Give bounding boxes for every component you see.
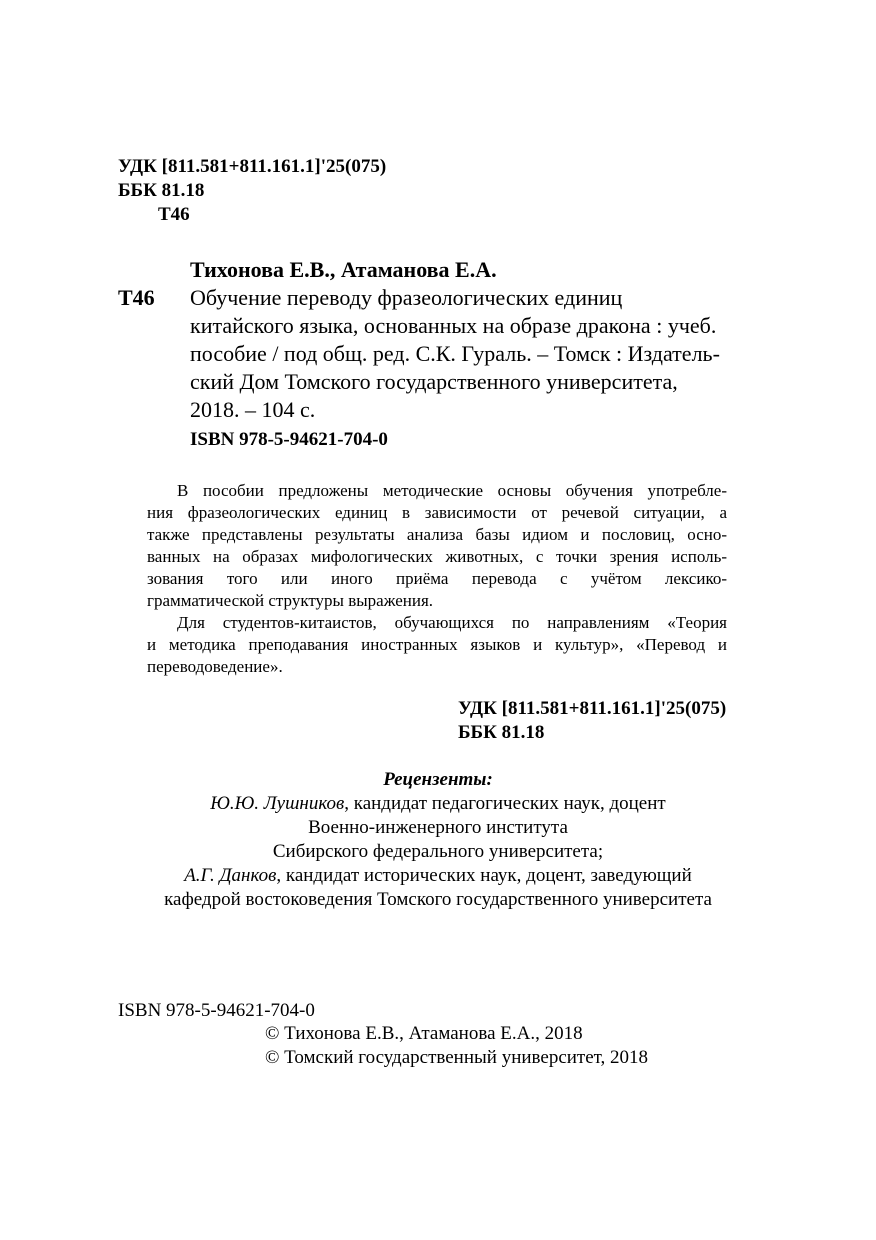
reviewer-2-line1 — [0, 864, 876, 888]
header-bbk: ББК 81.18 — [118, 180, 205, 201]
abstract-line: и методика преподавания иностранных языков и культур», «Перевод и — [147, 635, 727, 654]
classification-udk: УДК [811.581+811.161.1]'25(075) — [458, 698, 727, 719]
reviewer-1-name: Ю.Ю. Лушников — [210, 793, 345, 814]
reviewer-1-title: , кандидат педагогических наук, доцент — [344, 793, 666, 814]
biblio-code: Т46 — [118, 285, 155, 310]
reviewer-1-line3: Сибирского федерального университета; — [272, 841, 604, 862]
classification-bbk: ББК 81.18 — [458, 722, 545, 743]
abstract-line: В пособии предложены методические основы обучения употребле- — [177, 481, 727, 500]
abstract-line: ния фразеологических единиц в зависимости от речевой ситуации, а — [147, 503, 727, 522]
header-code: Т46 — [158, 204, 190, 225]
abstract-line: ванных на образах мифологических животных, с точки зрения исполь- — [147, 547, 727, 566]
abstract-line: зования того или иного приёма перевода с учётом лексико- — [147, 569, 727, 588]
biblio-isbn: ISBN 978-5-94621-704-0 — [190, 429, 388, 450]
reviewer-2-line2: кафедрой востоковедения Томского государственного университета — [164, 889, 712, 910]
abstract-line: также представлены результаты анализа базы идиом и пословиц, осно- — [147, 525, 727, 544]
biblio-line: 2018. – 104 с. — [190, 397, 316, 422]
biblio-line: пособие / под общ. ред. С.К. Гураль. – Томск : Издатель- — [190, 341, 720, 366]
abstract — [147, 480, 727, 678]
footer-copyright-university: © Томский государственный университет, 2018 — [265, 1047, 649, 1068]
footer-copyright-authors: © Тихонова Е.В., Атаманова Е.А., 2018 — [265, 1023, 583, 1044]
biblio-authors: Тихонова Е.В., Атаманова Е.А. — [190, 257, 497, 282]
abstract-line: Для студентов-китаистов, обучающихся по направлениям «Теория — [177, 613, 727, 632]
reviewer-1-line1 — [0, 792, 876, 816]
reviewer-2-title: , кандидат исторических наук, доцент, заведующий — [276, 865, 692, 886]
abstract-line: переводоведение». — [147, 657, 283, 676]
reviewer-1-line2: Военно-инженерного института — [308, 817, 568, 838]
biblio-line: китайского языка, основанных на образе дракона : учеб. — [190, 313, 717, 338]
header-udk: УДК [811.581+811.161.1]'25(075) — [118, 156, 387, 177]
footer-isbn: ISBN 978-5-94621-704-0 — [118, 1000, 315, 1021]
reviewers-heading: Рецензенты: — [383, 769, 493, 790]
reviewers — [0, 768, 876, 912]
abstract-line: грамматической структуры выражения. — [147, 591, 434, 610]
biblio-line: Обучение переводу фразеологических единиц — [190, 285, 623, 310]
reviewer-2-name: А.Г. Данков — [184, 865, 277, 886]
biblio-line: ский Дом Томского государственного университета, — [190, 369, 678, 394]
